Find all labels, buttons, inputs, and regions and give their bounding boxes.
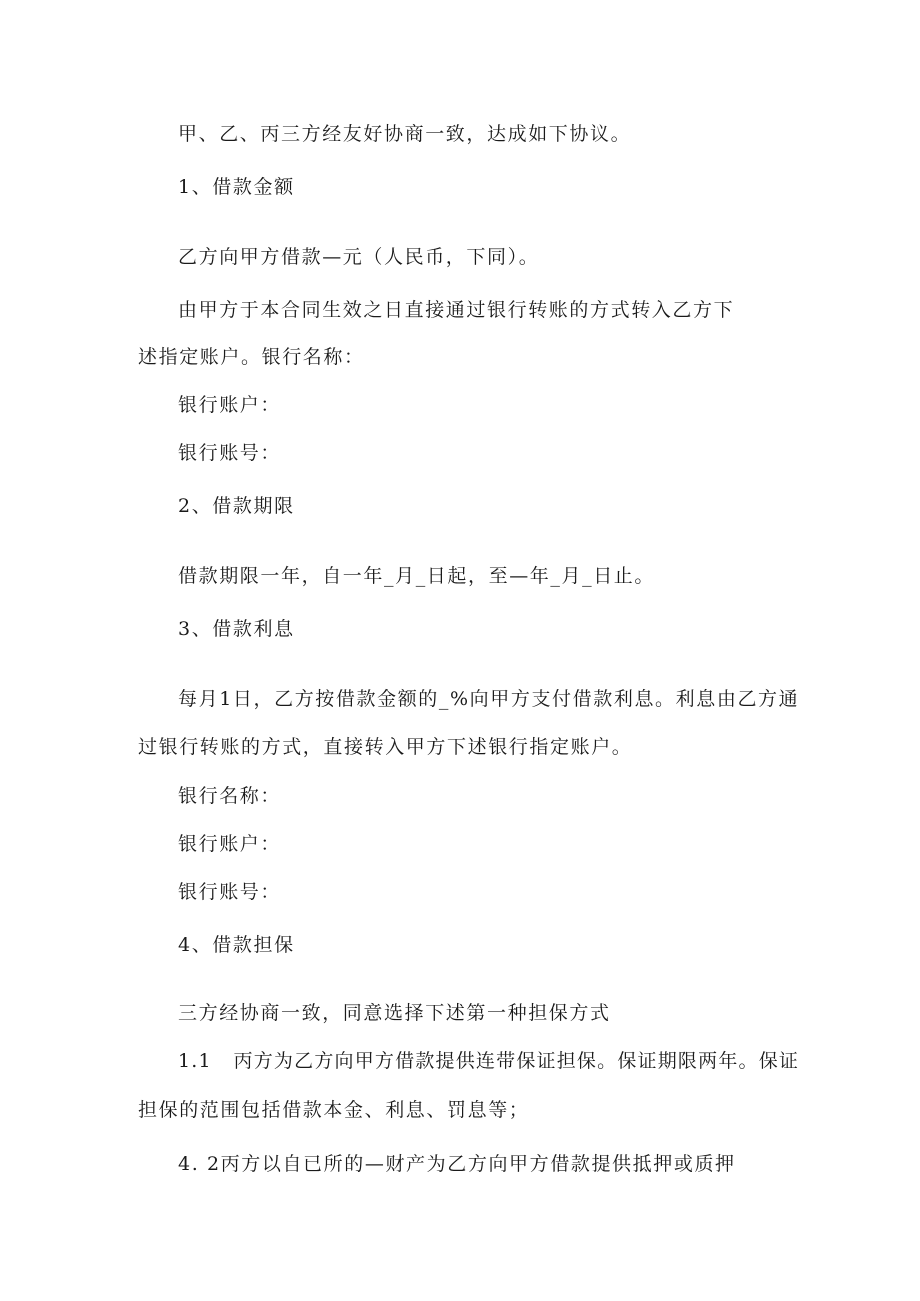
interest-text-line1: 每月1日，乙方按借款金额的_%向甲方支付借款利息。利息由乙方通 (178, 688, 800, 710)
clause-1-1-line1: 1.1 丙方为乙方向甲方借款提供连带保证担保。保证期限两年。保证 (178, 1050, 800, 1072)
bank-account-label-2: 银行账户： (178, 833, 282, 855)
bank-number-label-2: 银行账号： (178, 881, 282, 903)
loan-amount-text: 乙方向甲方借款—元（人民币，下同）。 (178, 246, 540, 268)
transfer-text-line1: 由甲方于本合同生效之日直接通过银行转账的方式转入乙方下 (178, 299, 735, 321)
loan-term-text: 借款期限一年，自一年_月_日起，至—年_月_日止。 (178, 565, 656, 587)
bank-name-label-2: 银行名称： (178, 785, 282, 807)
intro-paragraph: 甲、乙、丙三方经友好协商一致，达成如下协议。 (178, 123, 632, 145)
interest-text-line2: 过银行转账的方式，直接转入甲方下述银行指定账户。 (138, 736, 633, 758)
section-heading-loan-guarantee: 4、借款担保 (178, 934, 295, 956)
section-heading-loan-term: 2、借款期限 (178, 495, 295, 517)
bank-account-label-1: 银行账户： (178, 394, 282, 416)
section-heading-loan-interest: 3、借款利息 (178, 618, 295, 640)
clause-1-1-line2: 担保的范围包括借款本金、利息、罚息等； (138, 1099, 530, 1121)
guarantee-intro-text: 三方经协商一致，同意选择下述第一种担保方式 (178, 1002, 611, 1024)
section-heading-loan-amount: 1、借款金额 (178, 176, 295, 198)
bank-number-label-1: 银行账号： (178, 442, 282, 464)
transfer-text-line2: 述指定账户。银行名称： (138, 346, 365, 368)
clause-4-2-text: 4. 2丙方以自已所的—财产为乙方向甲方借款提供抵押或质押 (178, 1153, 736, 1175)
